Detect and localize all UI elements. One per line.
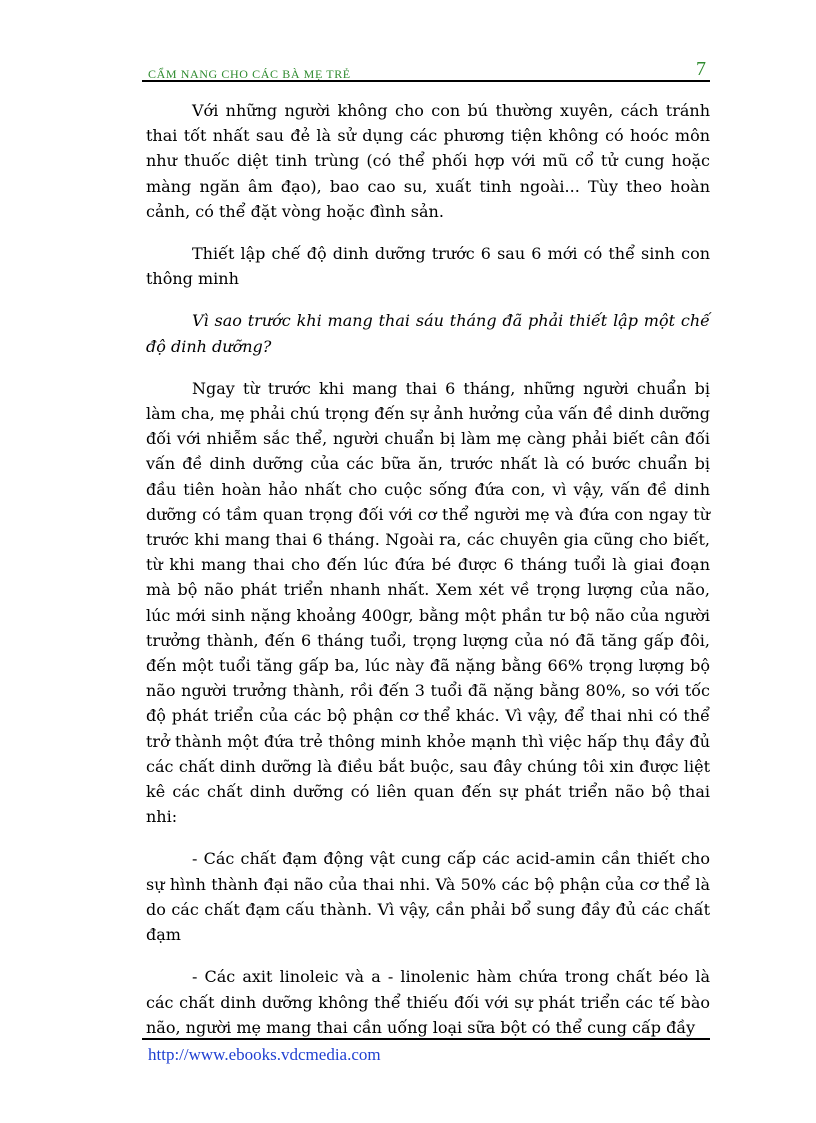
paragraph-contraception: Với những người không cho con bú thường xuyên, cách tránh thai tốt nhất sau đẻ là sử dụng các phương tiện không có hoóc môn như thuốc diệt tinh trùng (có thể phối hợp với mũ cổ tử cung hoặc màng ngăn âm đạo), bao cao su, xuất tinh ngoài... Tùy theo hoàn cảnh, có thể đặt vòng hoặc đình sản.: [146, 101, 710, 221]
book-title: CẨM NANG CHO CÁC BÀ MẸ TRẺ: [148, 67, 351, 81]
website-link[interactable]: http://www.ebooks.vdcmedia.com: [148, 1045, 381, 1064]
section-question: Vì sao trước khi mang thai sáu tháng đã phải thiết lập một chế độ dinh dưỡng?: [146, 311, 710, 356]
paragraph-nutrition: Ngay từ trước khi mang thai 6 tháng, những người chuẩn bị làm cha, mẹ phải chú trọng đến sự ảnh hưởng của vấn đề dinh dưỡng đối với nhiễm sắc thể, người chuẩn bị làm mẹ càng phải biết cân đối vấn đề dinh dưỡng của các bữa ăn, trước nhất là có bước chuẩn bị đầu tiên hoàn hảo nhất cho cuộc sống đứa con, vì vậy, vấn đề dinh dưỡng có tầm quan trọng đối với cơ thể người mẹ và đứa con ngay từ trước khi mang thai 6 tháng. Ngoài ra, các chuyên gia cũng cho biết, từ khi mang thai cho đến lúc đứa bé được 6 tháng tuổi là giai đoạn mà bộ não phát triển nhanh nhất. Xem xét về trọng lượng của não, lúc mới sinh nặng khoảng 400gr, bằng một phần tư bộ não của người trưởng thành, đến 6 tháng tuổi, trọng lượng của nó đã tăng gấp đôi, đến một tuổi tăng gấp ba, lúc này đã nặng bằng 66% trọng lượng bộ não người trưởng thành, rồi đến 3 tuổi đã nặng bằng 80%, so với tốc độ phát triển của các bộ phận cơ thể khác. Vì vậy, để thai nhi có thể trở thành một đứa trẻ thông minh khỏe mạnh thì việc hấp thụ đầy đủ các chất dinh dưỡng là điều bắt buộc, sau đây chúng tôi xin được liệt kê các chất dinh dưỡng có liên quan đến sự phát triển não bộ thai nhi:: [146, 378, 710, 827]
list-item-protein: - Các chất đạm động vật cung cấp các acid-amin cần thiết cho sự hình thành đại não của thai nhi. Và 50% các bộ phận của cơ thể là do các chất đạm cấu thành. Vì vậy, cần phải bổ sung đầy đủ các chất đạm: [146, 849, 710, 945]
page-number: 7: [696, 58, 706, 80]
section-heading: Thiết lập chế độ dinh dưỡng trước 6 sau 6 mới có thể sinh con thông minh: [146, 244, 710, 289]
header-divider: [142, 80, 710, 82]
list-item-fatty-acids: - Các axit linoleic và a - linolenic hàm chứa trong chất béo là các chất dinh dưỡng không thể thiếu đối với sự phát triển các tế bào não, người mẹ mang thai cần uống loại sữa bột có thể cung cấp đầy: [146, 967, 710, 1037]
footer-divider: [142, 1038, 710, 1040]
page-body: [146, 98, 710, 1057]
